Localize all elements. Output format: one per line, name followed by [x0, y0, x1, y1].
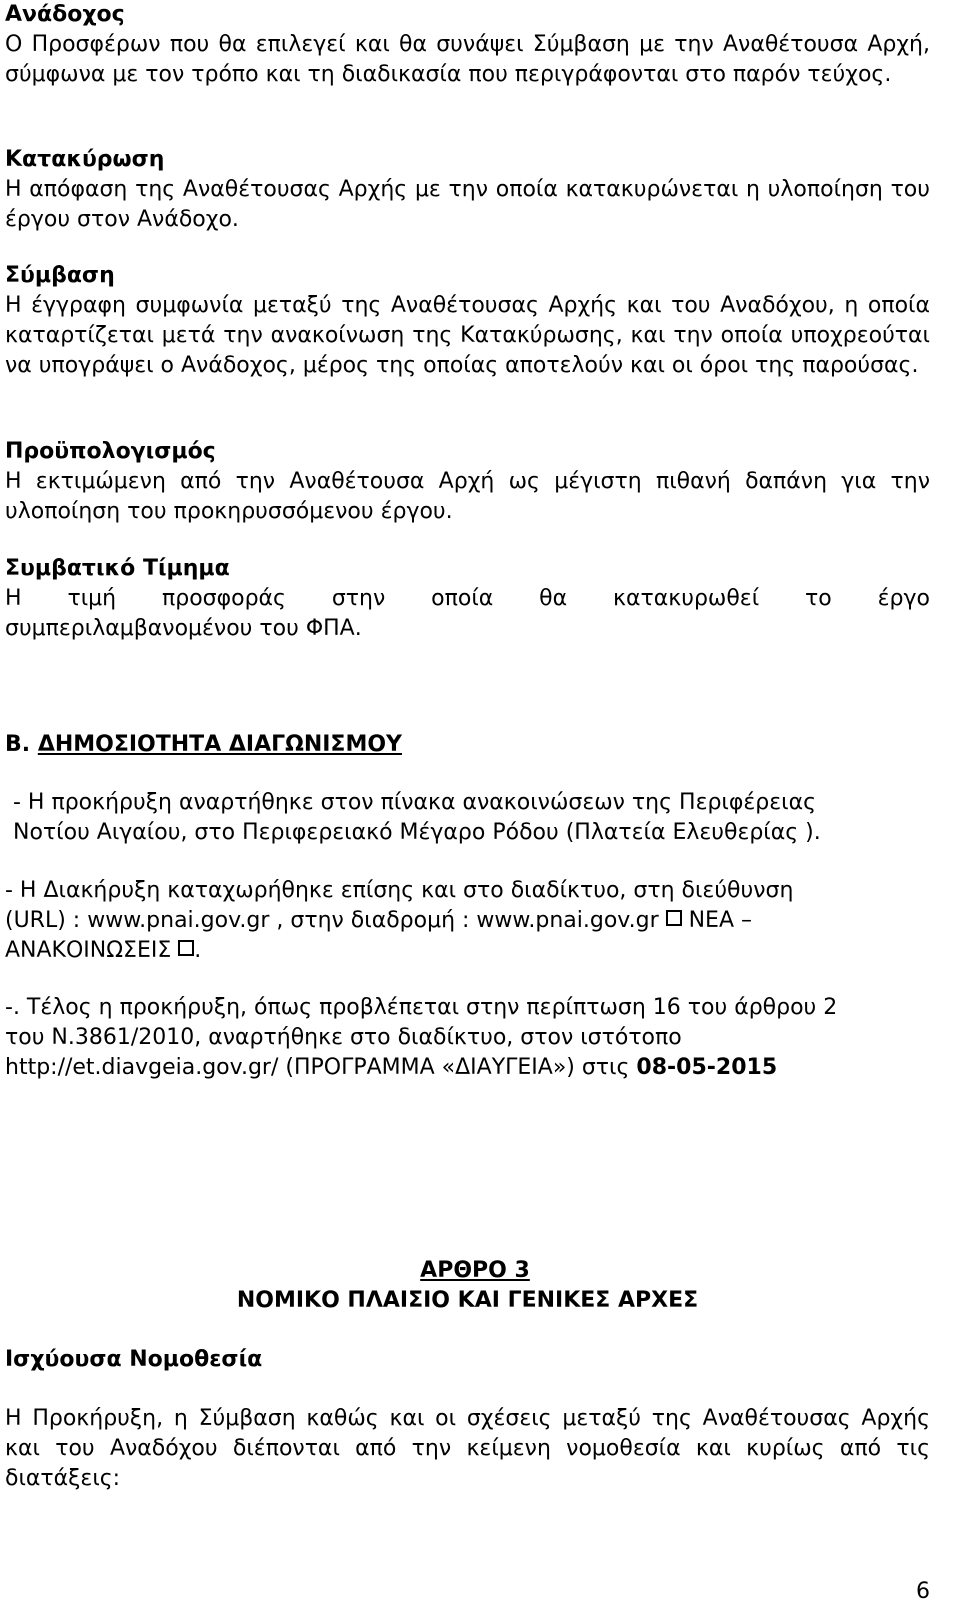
article-heading — [5, 1256, 930, 1316]
term-title: Προϋπολογισμός — [5, 439, 216, 464]
url-text-tail: ΝΕΑ – — [681, 908, 753, 933]
term-symvasi — [5, 261, 930, 381]
term-body-line: Η τιμή προσφοράς στην οποία θα κατακυρωθεί το έργο — [5, 586, 930, 611]
missing-glyph-box-icon — [178, 940, 194, 956]
publicity-line-url — [5, 906, 930, 936]
term-title: Ανάδοχος — [5, 2, 125, 27]
term-katakyrosi — [5, 145, 930, 235]
term-title: Συμβατικό Τίμημα — [5, 556, 230, 581]
publicity-item-2 — [5, 876, 930, 966]
missing-glyph-box-icon — [666, 910, 682, 926]
term-body: Η έγγραφη συμφωνία μεταξύ της Αναθέτουσας Αρχής και του Αναδόχου, η οποία καταρτίζεται μετά την ανακοίνωση της Κατακύρωσης, και την οποία υποχρεούται να υπογράψει ο Ανάδοχος, μέρος της οποίας αποτελούν και οι όροι της παρούσας. — [5, 293, 930, 378]
section-b-heading — [5, 730, 930, 760]
publicity-line: Νοτίου Αιγαίου, στο Περιφερειακό Μέγαρο Ρόδου (Πλατεία Ελευθερίας ). — [13, 820, 821, 845]
term-title: Σύμβαση — [5, 263, 115, 288]
publicity-line: -. Τέλος η προκήρυξη, όπως προβλέπεται στην περίπτωση 16 του άρθρου 2 — [5, 995, 838, 1020]
article-body — [5, 1404, 930, 1494]
publicity-line-diavgeia — [5, 1053, 930, 1083]
term-anadoxos — [5, 0, 930, 90]
publicity-line — [5, 936, 930, 966]
term-proypologismos — [5, 437, 930, 527]
article-number — [5, 1256, 930, 1286]
announcements-text: ΑΝΑΚΟΙΝΩΣΕΙΣ — [5, 938, 179, 963]
publicity-item-1 — [5, 788, 930, 848]
article-title: ΝΟΜΙΚΟ ΠΛΑΙΣΙΟ ΚΑΙ ΓΕΝΙΚΕΣ ΑΡΧΕΣ — [236, 1288, 699, 1313]
legislation-body: Η Προκήρυξη, η Σύμβαση καθώς και οι σχέσεις μεταξύ της Αναθέτουσας Αρχής και του Αναδόχου διέπονται από την κείμενη νομοθεσία και κυρίως από τις διατάξεις: — [5, 1406, 930, 1491]
term-title: Κατακύρωση — [5, 147, 165, 172]
page-number: 6 — [916, 1579, 930, 1604]
diavgeia-text: http://et.diavgeia.gov.gr/ (ΠΡΟΓΡΑΜΜΑ «ΔΙΑΥΓΕΙΑ») στις — [5, 1055, 637, 1080]
publication-date: 08-05-2015 — [636, 1055, 778, 1080]
section-b-prefix: Β. — [5, 732, 31, 757]
term-symvatiko-timima — [5, 554, 930, 644]
announcements-tail: . — [194, 938, 202, 963]
term-body: Ο Προσφέρων που θα επιλεγεί και θα συνάψει Σύμβαση με την Αναθέτουσα Αρχή, σύμφωνα με τον τρόπο και τη διαδικασία που περιγράφονται στο παρόν τεύχος. — [5, 32, 930, 87]
section-b-title: ΔΗΜΟΣΙΟΤΗΤΑ ΔΙΑΓΩΝΙΣΜΟΥ — [37, 732, 402, 757]
url-text: (URL) : www.pnai.gov.gr , στην διαδρομή : www.pnai.gov.gr — [5, 908, 666, 933]
article-number-text: ΑΡΘΡΟ 3 — [420, 1258, 530, 1283]
publicity-item-3 — [5, 993, 930, 1083]
term-body: Η απόφαση της Αναθέτουσας Αρχής με την οποία κατακυρώνεται η υλοποίηση του έργου στον Ανάδοχο. — [5, 177, 930, 232]
publicity-line: - Η Διακήρυξη καταχωρήθηκε επίσης και στο διαδίκτυο, στη διεύθυνση — [5, 878, 794, 903]
term-body: Η εκτιμώμενη από την Αναθέτουσα Αρχή ως μέγιστη πιθανή δαπάνη για την υλοποίηση του προκηρυσσόμενου έργου. — [5, 469, 930, 524]
publicity-line: του Ν.3861/2010, αναρτήθηκε στο διαδίκτυο, στον ιστότοπο — [5, 1025, 682, 1050]
legislation-heading: Ισχύουσα Νομοθεσία — [5, 1347, 263, 1372]
publicity-line: - Η προκήρυξη αναρτήθηκε στον πίνακα ανακοινώσεων της Περιφέρειας — [13, 790, 816, 815]
article-subheading — [5, 1345, 930, 1375]
term-body-line: συμπεριλαμβανομένου του ΦΠΑ. — [5, 616, 362, 641]
